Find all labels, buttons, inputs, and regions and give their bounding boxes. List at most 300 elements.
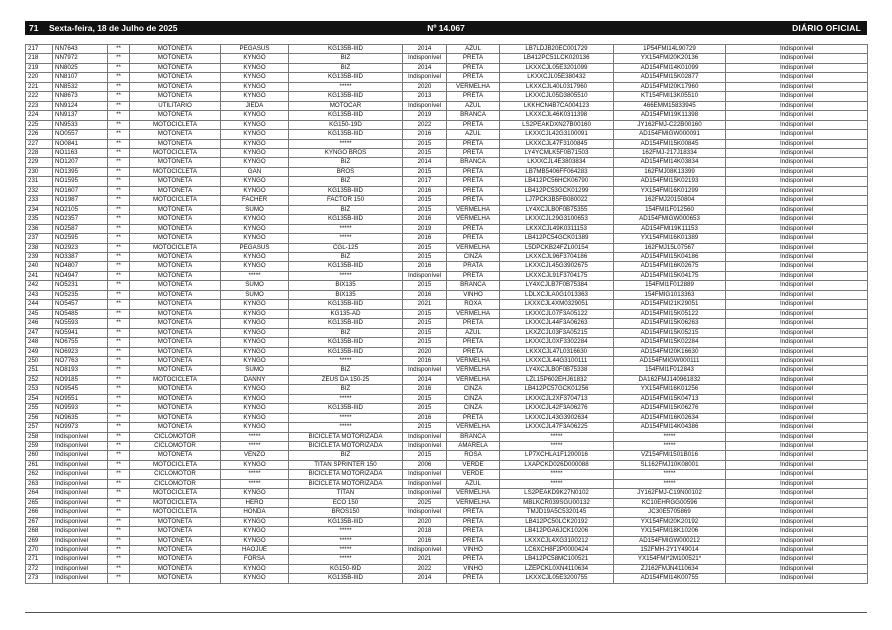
model-cell: KG135B-IIID <box>289 574 403 583</box>
marker-cell: ** <box>108 508 130 517</box>
plate-cell: NO1595 <box>53 177 108 186</box>
year-cell: 2016 <box>403 385 447 394</box>
color-cell: PRETA <box>447 120 500 129</box>
type-cell: MOTONETA <box>130 546 221 555</box>
plate-cell: NO2923 <box>53 243 108 252</box>
model-cell: ZEUS DA 150-25 <box>289 375 403 384</box>
chassis-cell: LB412PC53GCK01299 <box>500 186 614 195</box>
chassis-cell: LKXXCJL47L0316630 <box>500 347 614 356</box>
row-number-cell: 265 <box>26 498 53 507</box>
row-number-cell: 257 <box>26 423 53 432</box>
marker-cell: ** <box>108 517 130 526</box>
row-number-cell: 218 <box>26 54 53 63</box>
color-cell: VERMELHA <box>447 243 500 252</box>
chassis-cell: LC6XCH8F2P0000424 <box>500 546 614 555</box>
status-cell: Indisponível <box>726 498 868 507</box>
row-number-cell: 263 <box>26 479 53 488</box>
chassis-cell: LKKHCN4B7CA004123 <box>500 101 614 110</box>
marker-cell: ** <box>108 271 130 280</box>
status-cell: Indisponível <box>726 394 868 403</box>
status-cell: Indisponível <box>726 243 868 252</box>
engine-cell: 154FMI1F012889 <box>614 281 726 290</box>
plate-cell: Indisponível <box>53 564 108 573</box>
table-row <box>26 404 868 413</box>
type-cell: MOTONETA <box>130 281 221 290</box>
row-number-cell: 251 <box>26 366 53 375</box>
page-header <box>25 21 867 35</box>
table-row <box>26 385 868 394</box>
type-cell: MOTONETA <box>130 262 221 271</box>
model-cell: FACTOR 150 <box>289 196 403 205</box>
status-cell: Indisponível <box>726 111 868 120</box>
row-number-cell: 227 <box>26 139 53 148</box>
chassis-cell: LKXXCJL40L0317960 <box>500 82 614 91</box>
engine-cell: AD154FMI15K02284 <box>614 338 726 347</box>
brand-cell: KYNGO <box>221 73 289 82</box>
row-number-cell: 225 <box>26 120 53 129</box>
year-cell: Indisponível <box>403 508 447 517</box>
row-number-cell: 242 <box>26 281 53 290</box>
plate-cell: Indisponível <box>53 432 108 441</box>
brand-cell: KYNGO <box>221 300 289 309</box>
row-number-cell: 255 <box>26 404 53 413</box>
model-cell: CGL-125 <box>289 243 403 252</box>
type-cell: MOTONETA <box>130 356 221 365</box>
marker-cell: ** <box>108 319 130 328</box>
chassis-cell: ***** <box>500 479 614 488</box>
table-row <box>26 54 868 63</box>
status-cell: Indisponível <box>726 517 868 526</box>
table-row <box>26 290 868 299</box>
model-cell: KG135-AD <box>289 309 403 318</box>
brand-cell: KYNGO <box>221 460 289 469</box>
plate-cell: NN8673 <box>53 92 108 101</box>
chassis-cell: LKXXCJL4XM0329051 <box>500 300 614 309</box>
year-cell: Indisponível <box>403 54 447 63</box>
plate-cell: NN9124 <box>53 101 108 110</box>
marker-cell: ** <box>108 555 130 564</box>
brand-cell: KYNGO <box>221 186 289 195</box>
table-row <box>26 366 868 375</box>
type-cell: MOTONETA <box>130 271 221 280</box>
plate-cell: NO1987 <box>53 196 108 205</box>
plate-cell: NN7643 <box>53 45 108 54</box>
color-cell: VERMELHA <box>447 375 500 384</box>
model-cell: ***** <box>289 139 403 148</box>
model-cell: BROS <box>289 167 403 176</box>
chassis-cell: LB7LDJB20EC001729 <box>500 45 614 54</box>
row-number-cell: 253 <box>26 385 53 394</box>
brand-cell: VENZO <box>221 451 289 460</box>
marker-cell: ** <box>108 186 130 195</box>
row-number-cell: 228 <box>26 148 53 157</box>
type-cell: MOTONETA <box>130 186 221 195</box>
engine-cell: YX154FMI16K01256 <box>614 385 726 394</box>
table-row <box>26 234 868 243</box>
row-number-cell: 230 <box>26 167 53 176</box>
chassis-cell: ***** <box>500 442 614 451</box>
status-cell: Indisponível <box>726 139 868 148</box>
engine-cell: YX154FMI16K01389 <box>614 234 726 243</box>
type-cell: CICLOMOTOR <box>130 470 221 479</box>
chassis-cell: LKXXCJL44G3100111 <box>500 356 614 365</box>
engine-cell: AD154FMI15K06276 <box>614 404 726 413</box>
plate-cell: Indisponível <box>53 442 108 451</box>
year-cell: 2020 <box>403 82 447 91</box>
table-row <box>26 300 868 309</box>
marker-cell: ** <box>108 498 130 507</box>
color-cell: PRETA <box>447 177 500 186</box>
color-cell: PRETA <box>447 92 500 101</box>
table-row <box>26 158 868 167</box>
row-number-cell: 238 <box>26 243 53 252</box>
color-cell: AZUL <box>447 328 500 337</box>
table-row <box>26 167 868 176</box>
plate-cell: NO5941 <box>53 328 108 337</box>
year-cell: 2014 <box>403 158 447 167</box>
engine-cell: 152FMH-2Y1Y49014 <box>614 546 726 555</box>
plate-cell: Indisponível <box>53 498 108 507</box>
engine-cell: AD154FMI15K04713 <box>614 394 726 403</box>
row-number-cell: 261 <box>26 460 53 469</box>
type-cell: MOTONETA <box>130 527 221 536</box>
engine-cell: AD154FMIGW000091 <box>614 130 726 139</box>
row-number-cell: 239 <box>26 252 53 261</box>
model-cell: ***** <box>289 224 403 233</box>
marker-cell: ** <box>108 111 130 120</box>
brand-cell: HAOJUE <box>221 546 289 555</box>
year-cell: Indisponível <box>403 432 447 441</box>
status-cell: Indisponível <box>726 215 868 224</box>
type-cell: MOTONETA <box>130 111 221 120</box>
status-cell: Indisponível <box>726 479 868 488</box>
journal-title: DIÁRIO OFICIAL <box>792 23 861 33</box>
year-cell: Indisponível <box>403 470 447 479</box>
plate-cell: Indisponível <box>53 479 108 488</box>
marker-cell: ** <box>108 442 130 451</box>
marker-cell: ** <box>108 196 130 205</box>
type-cell: MOTONETA <box>130 252 221 261</box>
model-cell: MOTOCAR <box>289 101 403 110</box>
type-cell: MOTONETA <box>130 347 221 356</box>
model-cell: TITAN SPRINTER 150 <box>289 460 403 469</box>
marker-cell: ** <box>108 394 130 403</box>
row-number-cell: 249 <box>26 347 53 356</box>
marker-cell: ** <box>108 564 130 573</box>
color-cell: VINHO <box>447 564 500 573</box>
year-cell: 2015 <box>403 394 447 403</box>
status-cell: Indisponível <box>726 92 868 101</box>
brand-cell: KYNGO <box>221 177 289 186</box>
color-cell: AZUL <box>447 45 500 54</box>
model-cell: BROS150 <box>289 508 403 517</box>
chassis-cell: LB412PC58MC100521 <box>500 555 614 564</box>
engine-cell: AD154FMI15K04186 <box>614 252 726 261</box>
plate-cell: NN8107 <box>53 73 108 82</box>
brand-cell: KYNGO <box>221 120 289 129</box>
engine-cell: YX154FMI*2M100521* <box>614 555 726 564</box>
status-cell: Indisponível <box>726 130 868 139</box>
table-row <box>26 489 868 498</box>
status-cell: Indisponível <box>726 536 868 545</box>
row-number-cell: 244 <box>26 300 53 309</box>
status-cell: Indisponível <box>726 555 868 564</box>
marker-cell: ** <box>108 385 130 394</box>
engine-cell: ***** <box>614 442 726 451</box>
brand-cell: JIEDA <box>221 101 289 110</box>
chassis-cell: LKXXCJL45G3902675 <box>500 262 614 271</box>
type-cell: MOTONETA <box>130 215 221 224</box>
plate-cell: Indisponível <box>53 555 108 564</box>
model-cell: KG135B-IIID <box>289 338 403 347</box>
model-cell: KYNGO BROS <box>289 148 403 157</box>
model-cell: KG135B-IIID <box>289 111 403 120</box>
type-cell: MOTOCICLETA <box>130 148 221 157</box>
year-cell: 2015 <box>403 319 447 328</box>
year-cell: 2015 <box>403 205 447 214</box>
table-row <box>26 527 868 536</box>
chassis-cell: LS2PEAKDXN27B00160 <box>500 120 614 129</box>
row-number-cell: 233 <box>26 196 53 205</box>
color-cell: PRATA <box>447 262 500 271</box>
table-row <box>26 196 868 205</box>
brand-cell: KYNGO <box>221 413 289 422</box>
marker-cell: ** <box>108 546 130 555</box>
type-cell: MOTONETA <box>130 73 221 82</box>
plate-cell: NO9635 <box>53 413 108 422</box>
engine-cell: AD154FMI14K01099 <box>614 63 726 72</box>
plate-cell: NO4807 <box>53 262 108 271</box>
table-row <box>26 498 868 507</box>
marker-cell: ** <box>108 92 130 101</box>
brand-cell: KYNGO <box>221 394 289 403</box>
table-row <box>26 120 868 129</box>
status-cell: Indisponível <box>726 271 868 280</box>
plate-cell: NO4947 <box>53 271 108 280</box>
marker-cell: ** <box>108 527 130 536</box>
marker-cell: ** <box>108 262 130 271</box>
model-cell: KG135B-IIID <box>289 73 403 82</box>
plate-cell: Indisponível <box>53 546 108 555</box>
brand-cell: ***** <box>221 442 289 451</box>
marker-cell: ** <box>108 432 130 441</box>
type-cell: MOTONETA <box>130 404 221 413</box>
status-cell: Indisponível <box>726 338 868 347</box>
model-cell: BICICLETA MOTORIZADA <box>289 432 403 441</box>
marker-cell: ** <box>108 347 130 356</box>
type-cell: MOTOCICLETA <box>130 508 221 517</box>
engine-cell: ***** <box>614 470 726 479</box>
year-cell: 2016 <box>403 130 447 139</box>
year-cell: 2015 <box>403 404 447 413</box>
model-cell: ***** <box>289 527 403 536</box>
model-cell: KG135B-IIID <box>289 215 403 224</box>
plate-cell: Indisponível <box>53 489 108 498</box>
status-cell: Indisponível <box>726 148 868 157</box>
chassis-cell: LB7MB5406FF064283 <box>500 167 614 176</box>
engine-cell: AD154FMIGW000653 <box>614 215 726 224</box>
chassis-cell: LKXXCJL47F3A06225 <box>500 423 614 432</box>
brand-cell: KYNGO <box>221 252 289 261</box>
year-cell: 2016 <box>403 215 447 224</box>
table-row <box>26 460 868 469</box>
year-cell: 2015 <box>403 139 447 148</box>
color-cell: AMARELA <box>447 442 500 451</box>
status-cell: Indisponível <box>726 423 868 432</box>
brand-cell: KYNGO <box>221 319 289 328</box>
color-cell: PRETA <box>447 536 500 545</box>
marker-cell: ** <box>108 215 130 224</box>
brand-cell: KYNGO <box>221 423 289 432</box>
year-cell: 2019 <box>403 111 447 120</box>
brand-cell: KYNGO <box>221 215 289 224</box>
type-cell: MOTOCICLETA <box>130 167 221 176</box>
engine-cell: ***** <box>614 432 726 441</box>
marker-cell: ** <box>108 224 130 233</box>
type-cell: MOTONETA <box>130 309 221 318</box>
year-cell: 2015 <box>403 148 447 157</box>
color-cell: CINZA <box>447 404 500 413</box>
brand-cell: GAN <box>221 167 289 176</box>
marker-cell: ** <box>108 101 130 110</box>
brand-cell: SUMO <box>221 366 289 375</box>
color-cell: PRETA <box>447 574 500 583</box>
model-cell: BIX135 <box>289 281 403 290</box>
table-row <box>26 148 868 157</box>
color-cell: BRANCA <box>447 432 500 441</box>
chassis-cell: ***** <box>500 470 614 479</box>
row-number-cell: 271 <box>26 555 53 564</box>
type-cell: MOTONETA <box>130 394 221 403</box>
type-cell: MOTONETA <box>130 92 221 101</box>
status-cell: Indisponível <box>726 366 868 375</box>
type-cell: CICLOMOTOR <box>130 479 221 488</box>
color-cell: PRETA <box>447 196 500 205</box>
year-cell: 2015 <box>403 281 447 290</box>
plate-cell: NO9973 <box>53 423 108 432</box>
plate-cell: NO7763 <box>53 356 108 365</box>
table-row <box>26 252 868 261</box>
status-cell: Indisponível <box>726 205 868 214</box>
brand-cell: KYNGO <box>221 54 289 63</box>
model-cell: ***** <box>289 394 403 403</box>
year-cell: 2016 <box>403 234 447 243</box>
status-cell: Indisponível <box>726 442 868 451</box>
type-cell: MOTONETA <box>130 574 221 583</box>
chassis-cell: LKXXCJL42G3100091 <box>500 130 614 139</box>
type-cell: MOTONETA <box>130 451 221 460</box>
color-cell: CINZA <box>447 252 500 261</box>
table-row <box>26 215 868 224</box>
brand-cell: ***** <box>221 271 289 280</box>
color-cell: VERDE <box>447 470 500 479</box>
type-cell: MOTONETA <box>130 385 221 394</box>
brand-cell: SUMO <box>221 281 289 290</box>
plate-cell: NO2357 <box>53 215 108 224</box>
brand-cell: FACHER <box>221 196 289 205</box>
year-cell: Indisponível <box>403 546 447 555</box>
engine-cell: 466EMM15833945 <box>614 101 726 110</box>
plate-cell: Indisponível <box>53 470 108 479</box>
color-cell: VERMELHA <box>447 309 500 318</box>
status-cell: Indisponível <box>726 82 868 91</box>
plate-cell: Indisponível <box>53 451 108 460</box>
year-cell: Indisponível <box>403 442 447 451</box>
status-cell: Indisponível <box>726 300 868 309</box>
plate-cell: Indisponível <box>53 508 108 517</box>
engine-cell: AD154FMI19K11398 <box>614 111 726 120</box>
marker-cell: ** <box>108 290 130 299</box>
status-cell: Indisponível <box>726 385 868 394</box>
status-cell: Indisponível <box>726 451 868 460</box>
year-cell: 2015 <box>403 196 447 205</box>
chassis-cell: ***** <box>500 432 614 441</box>
table-row <box>26 177 868 186</box>
engine-cell: ZJ162FMJN4110634 <box>614 564 726 573</box>
year-cell: 2014 <box>403 574 447 583</box>
marker-cell: ** <box>108 479 130 488</box>
year-cell: 2013 <box>403 92 447 101</box>
engine-cell: AD154FMI21K29051 <box>614 300 726 309</box>
chassis-cell: LKXXCJL4E3803834 <box>500 158 614 167</box>
engine-cell: YX154FMI20K20136 <box>614 54 726 63</box>
year-cell: 2015 <box>403 243 447 252</box>
table-row <box>26 82 868 91</box>
color-cell: VERMELHA <box>447 215 500 224</box>
brand-cell: KYNGO <box>221 158 289 167</box>
chassis-cell: LXAPCKD026D000088 <box>500 460 614 469</box>
plate-cell: NO9593 <box>53 404 108 413</box>
chassis-cell: LKXXCJL07F3A05122 <box>500 309 614 318</box>
plate-cell: Indisponível <box>53 460 108 469</box>
plate-cell: Indisponível <box>53 574 108 583</box>
year-cell: Indisponível <box>403 489 447 498</box>
engine-cell: VZ154FMI1501B016 <box>614 451 726 460</box>
brand-cell: KYNGO <box>221 139 289 148</box>
chassis-cell: TMJD19A5C5320145 <box>500 508 614 517</box>
status-cell: Indisponível <box>726 347 868 356</box>
plate-cell: NN8532 <box>53 82 108 91</box>
status-cell: Indisponível <box>726 356 868 365</box>
engine-cell: 162FMJ08K13399 <box>614 167 726 176</box>
chassis-cell: LZL15P602EHJ61832 <box>500 375 614 384</box>
chassis-cell: LB412PC57GCK01256 <box>500 385 614 394</box>
engine-cell: AD154FMI15K06263 <box>614 319 726 328</box>
type-cell: MOTONETA <box>130 328 221 337</box>
color-cell: VINHO <box>447 290 500 299</box>
row-number-cell: 262 <box>26 470 53 479</box>
color-cell: ROSA <box>447 451 500 460</box>
chassis-cell: LY4XCJLB0F0B75355 <box>500 205 614 214</box>
color-cell: PRETA <box>447 148 500 157</box>
plate-cell: NO2595 <box>53 234 108 243</box>
marker-cell: ** <box>108 243 130 252</box>
table-row <box>26 394 868 403</box>
table-row <box>26 375 868 384</box>
marker-cell: ** <box>108 536 130 545</box>
model-cell: ***** <box>289 413 403 422</box>
table-row <box>26 423 868 432</box>
row-number-cell: 269 <box>26 536 53 545</box>
model-cell: ***** <box>289 271 403 280</box>
table-row <box>26 413 868 422</box>
chassis-cell: MBLKCR039SGU00132 <box>500 498 614 507</box>
chassis-cell: LKXXCJL96F3704186 <box>500 252 614 261</box>
color-cell: PRETA <box>447 139 500 148</box>
type-cell: MOTOCICLETA <box>130 489 221 498</box>
model-cell: BICICLETA MOTORIZADA <box>289 442 403 451</box>
engine-cell: KC10EHRGG00596 <box>614 498 726 507</box>
